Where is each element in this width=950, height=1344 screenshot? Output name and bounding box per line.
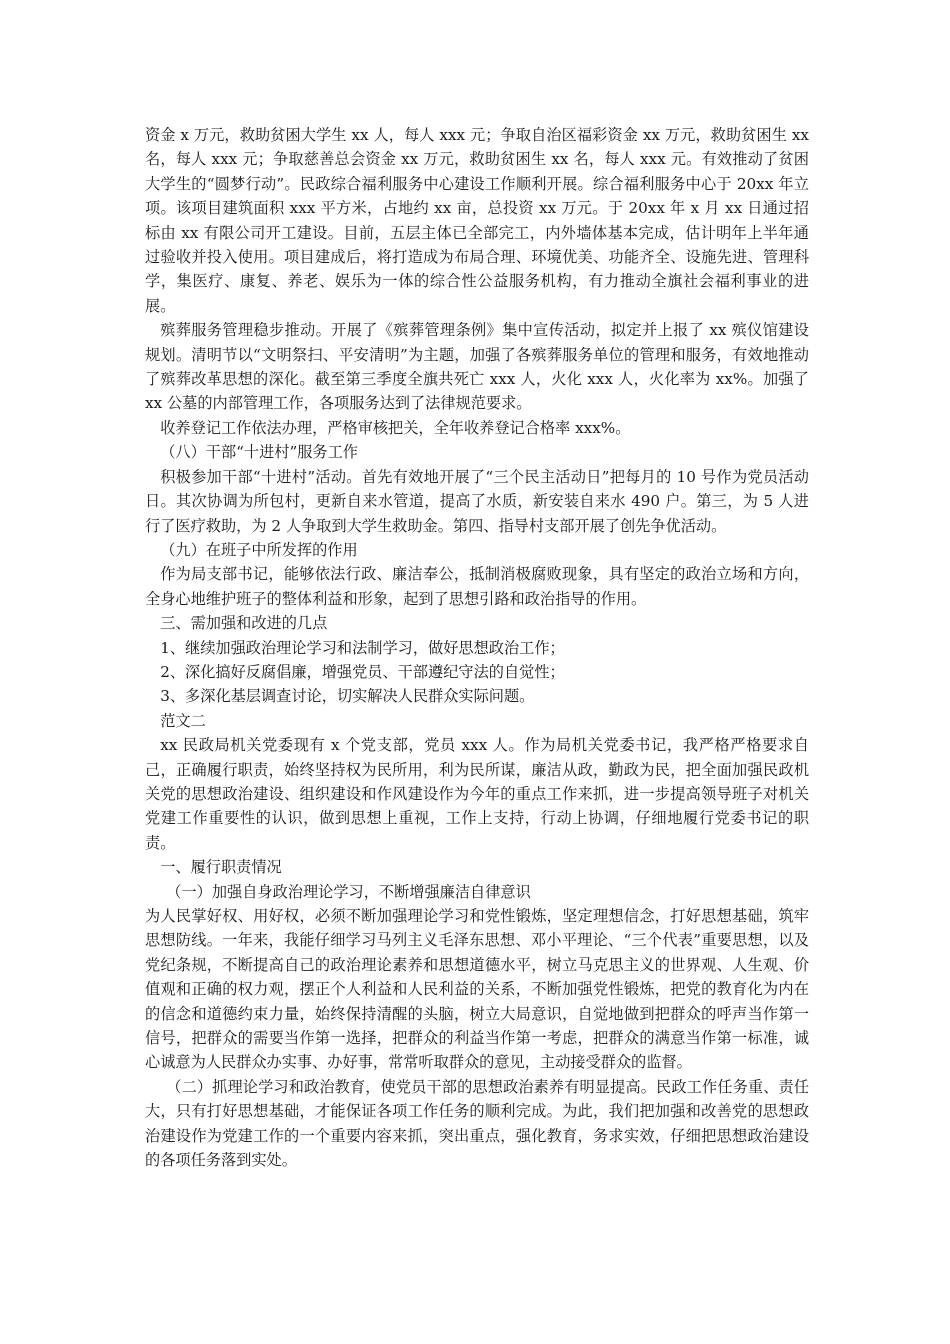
heading-improvements: 三、需加强和改进的几点 (160, 614, 328, 633)
paragraph-team-role: 作为局支部书记，能够依法行政、廉洁奉公，抵制消极腐败现象，具有坚定的政治立场和方向，全身心地维护班子的整体利益和形象，起到了思想引路和政治指导的作用。 (145, 565, 809, 608)
paragraph-welfare-funding: 资金 x 万元，救助贫困大学生 xx 人，每人 xxx 元；争取自治区福彩资金 xx 万元，救助贫困生 xx 名，每人 xxx 元；争取慈善总会资金 xx 万元，救助贫困生 xx 名，每人 xxx 元。有效推动了贫困大学生的“圆梦行动”。民政综合福利服务中心建设工作顺利开展。综合福利服务中心于 20xx 年立项。该项目建筑面积 xxx 平方米，占地约 xx 亩，总投资 xx 万元。于 20xx 年 x 月 xx 日通过招标由 xx 有限公司开工建设。目前，五层主体已全部完工，内外墙体基本完成，估计明年上半年通过验收并投入使用。项目建成后，将打造成为布局合理、环境优美、功能齐全、设施先进、管理科学，集医疗、康复、养老、娱乐为一体的综合性公益服务机构，有力推动全旗社会福利事业的进展。 (145, 126, 809, 315)
list-item-3: 3、多深化基层调查讨论，切实解决人民群众实际问题。 (160, 687, 535, 706)
heading-sample-2: 范文二 (160, 711, 206, 730)
heading-subsection-1: （一）加强自身政治理论学习，不断增强廉洁自律意识 (166, 882, 531, 901)
paragraph-village-service: 积极参加干部“十进村”活动。首先有效地开展了“三个民主活动日”把每月的 10 号作为党员活动日。其次协调为所包村，更新自来水管道，提高了水质，新安装自来水 490 户。第三，为 5 人进行了医疗救助，为 2 人争取到大学生救助金。第四、指导村支部开展了创先争优活动。 (145, 467, 809, 535)
heading-section-9: （九）在班子中所发挥的作用 (160, 540, 358, 559)
heading-section-8: （八）干部“十进村”服务工作 (160, 443, 358, 462)
paragraph-theory-study: 为人民掌好权、用好权，必须不断加强理论学习和党性锻炼，坚定理想信念，打好思想基础，筑牢思想防线。一年来，我能仔细学习马列主义毛泽东思想、邓小平理论、“三个代表”重要思想，以及党纪条规，不断提高自己的政治理论素养和思想道德水平，树立马克思主义的世界观、人生观、价值观和正确的权力观，摆正个人利益和人民利益的关系，不断加强党性锻炼，把党的教育化为内在的信念和道德约束力量，始终保持清醒的头脑，树立大局意识，自觉地做到把群众的呼声当作第一信号，把群众的需要当作第一选择，把群众的利益当作第一考虑，把群众的满意当作第一标准，诚心诚意为人民群众办实事、办好事，常常听取群众的意见，主动接受群众的监督。 (145, 907, 809, 1072)
list-item-1: 1、继续加强政治理论学习和法制学习，做好思想政治工作； (160, 638, 565, 657)
paragraph-adoption-registration: 收养登记工作依法办理，严格审核把关，全年收养登记合格率 xxx%。 (160, 418, 631, 437)
heading-duties: 一、履行职责情况 (160, 858, 282, 877)
paragraph-political-education: （二）抓理论学习和政治教育，使党员干部的思想政治素养有明显提高。民政工作任务重、责任大，只有打好思想基础，才能保证各项工作任务的顺利完成。为此，我们把加强和改善党的思想政治建设作为党建工作的一个重要内容来抓，突出重点，强化教育，务求实效，仔细把思想政治建设的各项任务落到实处。 (145, 1077, 809, 1170)
list-item-2: 2、深化搞好反腐倡廉，增强党员、干部遵纪守法的自觉性； (160, 662, 565, 681)
paragraph-party-committee: xx 民政局机关党委现有 x 个党支部，党员 xxx 人。作为局机关党委书记，我严格严格要求自己，正确履行职责，始终坚持权为民所用，利为民所谋，廉洁从政，勤政为民，把全面加强民政机关党的思想政治建设、组织建设和作风建设作为今年的重点工作来抓，进一步提高领导班子对机关党建工作重要性的认识，做到思想上重视，工作上支持，行动上协调，仔细地履行党委书记的职责。 (145, 736, 809, 852)
paragraph-funeral-services: 殡葬服务管理稳步推动。开展了《殡葬管理条例》集中宣传活动，拟定并上报了 xx 殡仪馆建设规划。清明节以“文明祭扫、平安清明”为主题，加强了各殡葬服务单位的管理和服务，有效地推动了殡葬改革思想的深化。截至第三季度全旗共死亡 xxx 人，火化 xxx 人，火化率为 xx%。加强了 xx 公墓的内部管理工作，各项服务达到了法律规范要求。 (145, 321, 809, 413)
document-body (145, 123, 809, 1172)
